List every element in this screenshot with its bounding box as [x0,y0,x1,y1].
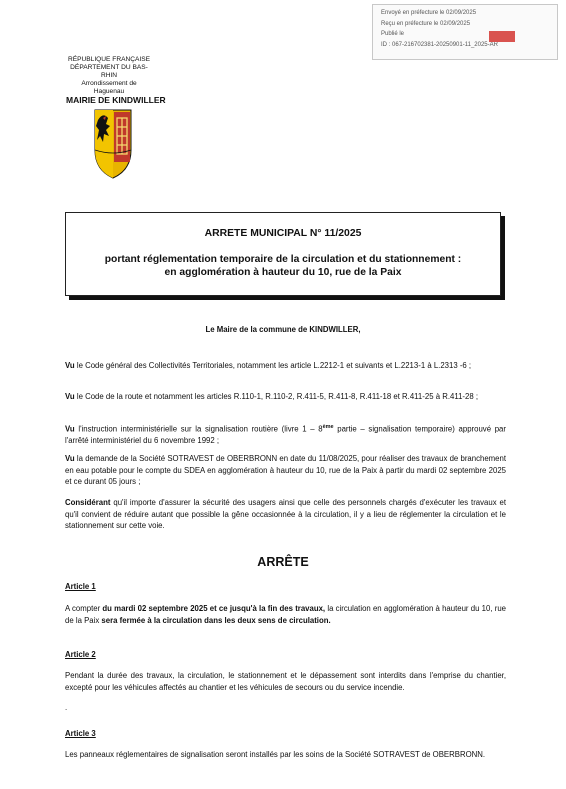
stamp-published: Publié le [381,31,405,37]
vu-paragraph-4 [65,453,506,488]
vu-text: la demande de la Société SOTRAVEST de OBERBRONN en date du 11/08/2025, pour réaliser des travaux de branchement en eau potable pour le compte du SDEA en agglomération à hauteur du 10, rue de la Paix à partir du mardi 02 septembre 2025 et ce durant 05 jours ; [65,454,506,487]
vu-lead: Vu [65,454,75,463]
vu-text: le Code de la route et notamment les articles R.110-1, R.110-2, R.411-5, R.411-8, R.411-18 et R.411-25 à R.411-28 ; [74,392,479,401]
vu-lead: Vu [65,392,75,401]
vu-paragraph-2 [65,391,506,403]
department-label: DÉPARTEMENT DU BAS-RHIN [70,64,148,79]
arrondissement-label: Arrondissement de Haguenau [81,80,137,95]
stamp-logo [489,31,515,42]
arrete-subject [66,253,500,279]
vu-lead: Vu [65,424,75,434]
stamp-received: Reçu en préfecture le 02/09/2025 [381,20,471,27]
article-1-heading: Article 1 [65,582,96,591]
maire-heading: Le Maire de la commune de KINDWILLER, [205,325,361,334]
article-3-heading: Article 3 [65,729,96,738]
subject-line-2: en agglomération à hauteur du 10, rue de la Paix [164,267,402,278]
stamp-id: ID : 067-216702381-20250901-11_2025-AR [381,41,498,48]
arrete-heading: ARRÊTE [257,555,309,569]
text-run: A compter [65,604,103,613]
article-3-text: Les panneaux réglementaires de signalisation seront installés par les soins de la Société SOTRAVEST de OBERBRONN. [65,750,486,759]
article-2-text: Pendant la durée des travaux, la circulation, le stationnement et le dépassement sont interdits dans l'emprise du chantier, excepté pour les véhicules affectés au chantier et les véhicules de secours ou du service incendie. [65,671,506,692]
mairie-title: MAIRIE DE KINDWILLER [66,95,166,105]
bold-run: sera fermée à la circulation dans les deux sens de circulation. [101,615,331,625]
republic-label: RÉPUBLIQUE FRANÇAISE [67,56,151,63]
header-block [66,56,152,96]
bold-run: du mardi 02 septembre 2025 et ce jusqu'à la fin des travaux, [102,604,326,613]
vu-paragraph-1 [65,360,506,372]
coat-of-arms-icon [94,106,132,180]
vu-text: l'instruction interministérielle sur la signalisation routière (livre 1 – 8 [74,424,323,434]
prefecture-stamp [372,4,558,60]
title-box [65,212,501,296]
vu-lead: Vu [65,361,75,370]
considerant-lead: Considérant [65,498,111,507]
vu-text: le Code général des Collectivités Territoriales, notamment les article L.2212-1 et suivants et L.2213-1 à L.2313 -6 ; [74,361,472,370]
vu-text: partie – signalisation temporaire) approuvé par l'arrêté interministériel du 6 novembre 1992 ; [65,424,506,446]
stray-dot: . [65,703,68,712]
vu-paragraph-3 [65,422,506,447]
stamp-sent: Envoyé en préfecture le 02/09/2025 [381,10,477,16]
article-1-text [65,603,506,626]
considerant-paragraph [65,497,506,532]
text-run: la circulation en agglomération à hauteur du 10, rue de la Paix [65,604,506,625]
superscript: ème [322,424,334,430]
considerant-text: qu'il importe d'assurer la sécurité des usagers ainsi que celle des personnels chargés d'exécuter les travaux et qu'il convient de réduire autant que possible la gêne occasionnée à la circulation, il y a lieu de réglementer la circulation et le stationnement sur cette voie. [65,498,506,531]
arrete-number: ARRETE MUNICIPAL N° 11/2025 [204,228,362,239]
article-2-heading: Article 2 [65,650,96,659]
subject-line-1: portant réglementation temporaire de la circulation et du stationnement : [104,254,462,265]
